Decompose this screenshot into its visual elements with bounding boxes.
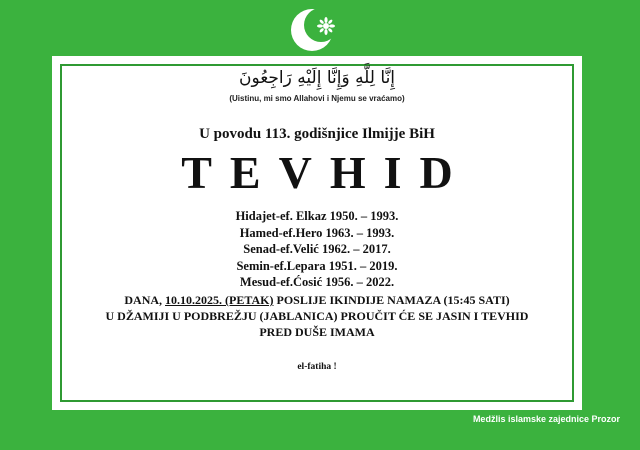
arabic-translation: (Uistinu, mi smo Allahovi i Njemu se vraćamo) [229, 94, 405, 103]
event-line-2: U DŽAMIJI U PODBREŽJU (JABLANICA) PROUČIT ĆE SE JASIN I TEVHID [105, 309, 529, 323]
names-list [52, 208, 582, 291]
event-date: 10.10.2025. (PETAK) [165, 293, 274, 307]
page-title: TEVHID [181, 147, 471, 198]
list-item: Hidajet-ef. Elkaz 1950. – 1993. [235, 209, 399, 223]
organization-footer: Medžlis islamske zajednice Prozor [472, 414, 620, 424]
list-item: Semin-ef.Lepara 1951. – 2019. [236, 258, 398, 273]
event-prefix: DANA, [124, 293, 166, 307]
obituary-card [52, 56, 582, 410]
crescent-star-icon [288, 4, 344, 54]
list-item: Senad-ef.Velić 1962. – 2017. [243, 242, 391, 256]
event-time: POSLIJE IKINDIJE NAMAZA (15:45 SATI) [273, 293, 510, 307]
list-item: Mesud-ef.Ćosić 1956. – 2022. [239, 275, 395, 289]
closing-text: el-fatiha ! [297, 362, 337, 372]
event-details [52, 292, 582, 340]
occasion-text: U povodu 113. godišnjice Ilmijje BiH [199, 126, 435, 142]
arabic-verse: إِنَّا لِلَّهِ وَإِنَّا إِلَيْهِ رَاجِعُونَ [238, 68, 396, 88]
list-item: Hamed-ef.Hero 1963. – 1993. [239, 225, 395, 240]
event-line-1 [52, 292, 582, 308]
event-line-3: PRED DUŠE IMAMA [259, 325, 375, 339]
